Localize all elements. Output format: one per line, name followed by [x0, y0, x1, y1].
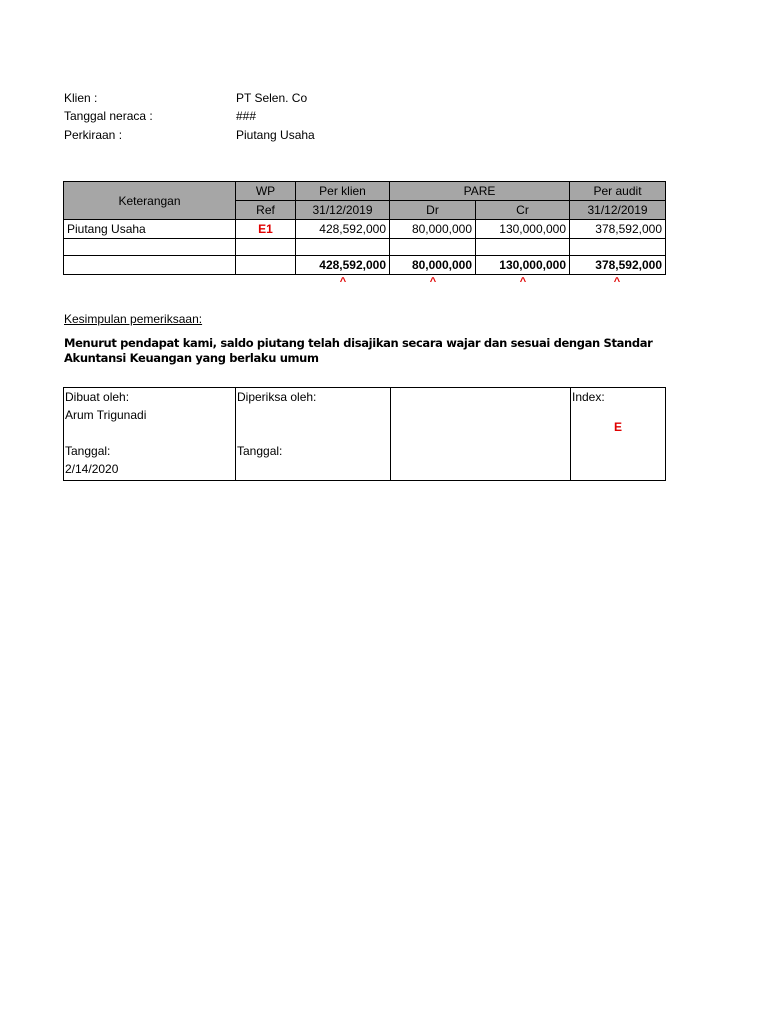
row-per-klien: 428,592,000: [296, 220, 390, 239]
table-header-row-1: [64, 182, 666, 201]
total-cr: 130,000,000: [476, 256, 570, 275]
prepared-by-cell: [64, 388, 236, 481]
client-label: Klien :: [64, 91, 98, 105]
col-pare-header: PARE: [390, 182, 570, 201]
reviewed-date-label: Tanggal:: [237, 444, 283, 458]
col-dr-header: Dr: [390, 201, 476, 220]
tickmark-cr: ^: [519, 276, 527, 288]
index-cell: [571, 388, 666, 481]
col-ref-header: Ref: [236, 201, 296, 220]
signoff-box: [63, 387, 666, 481]
conclusion-title: Kesimpulan pemeriksaan:: [64, 312, 203, 326]
balance-date-label: Tanggal neraca :: [64, 109, 153, 123]
col-per-audit-header: Per audit: [570, 182, 666, 201]
tickmark-per-audit: ^: [613, 276, 621, 288]
account-value: Piutang Usaha: [236, 128, 315, 142]
account-label: Perkiraan :: [64, 128, 123, 142]
row-per-audit: 378,592,000: [570, 220, 666, 239]
total-row: [64, 256, 666, 275]
conclusion-text: Menurut pendapat kami, saldo piutang telah disajikan secara wajar dan sesuai dengan Standar Akuntansi Keuangan yang berlaku umum: [64, 336, 653, 365]
signoff-empty-cell: [391, 388, 571, 481]
total-per-klien: 428,592,000: [296, 256, 390, 275]
total-per-audit: 378,592,000: [570, 256, 666, 275]
col-keterangan-header: Keterangan: [64, 182, 236, 220]
index-value: E: [613, 420, 622, 434]
row-keterangan: Piutang Usaha: [64, 220, 236, 239]
blank-row: [64, 239, 666, 256]
working-paper-table: [63, 181, 666, 275]
row-cr: 130,000,000: [476, 220, 570, 239]
prepared-by-label: Dibuat oleh:: [65, 390, 130, 404]
balance-date-value: ###: [236, 109, 257, 123]
row-dr: 80,000,000: [390, 220, 476, 239]
prepared-by-name: Arum Trigunadi: [65, 408, 147, 422]
col-per-klien-date: 31/12/2019: [296, 201, 390, 220]
index-label: Index:: [572, 390, 605, 404]
row-ref-link: E1: [236, 220, 296, 239]
table-row: [64, 220, 666, 239]
client-value: PT Selen. Co: [236, 91, 308, 105]
col-wp-header: WP: [236, 182, 296, 201]
col-per-audit-date: 31/12/2019: [570, 201, 666, 220]
total-dr: 80,000,000: [390, 256, 476, 275]
tickmark-per-klien: ^: [339, 276, 347, 288]
col-cr-header: Cr: [476, 201, 570, 220]
col-per-klien-header: Per klien: [296, 182, 390, 201]
prepared-date-value: 2/14/2020: [65, 462, 119, 476]
tickmark-dr: ^: [429, 276, 437, 288]
reviewed-by-cell: [236, 388, 391, 481]
prepared-date-label: Tanggal:: [65, 444, 111, 458]
reviewed-by-label: Diperiksa oleh:: [237, 390, 317, 404]
